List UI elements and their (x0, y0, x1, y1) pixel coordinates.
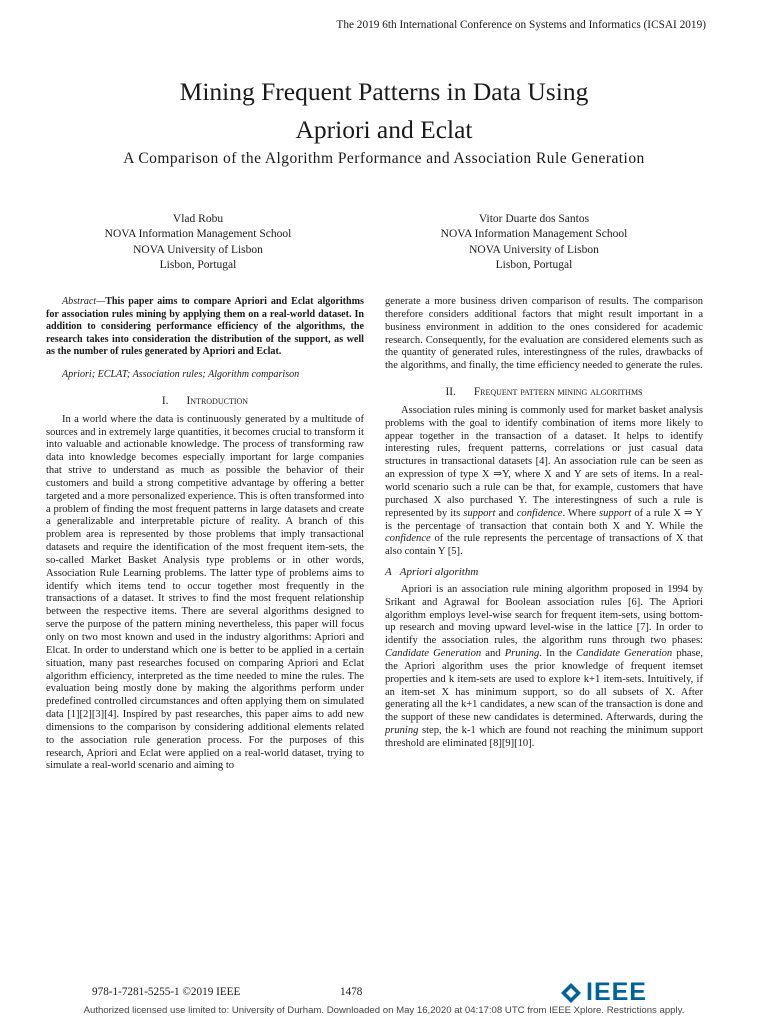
ieee-logo-text: IEEE (586, 978, 647, 1006)
section-title: Frequent pattern mining algorithms (473, 386, 643, 399)
term-candidate-generation: Candidate Generation (576, 648, 673, 660)
text-run: Association rules mining is commonly used for market basket analysis problems with the goal to identify combination of items more likely to appear together in the transaction of a dataset. It helps to identify interesting rules, frequent patterns, correlations or just casual data structures in transactional datasets [4]. An association rule can be seen as an expression of type X ⇒Y, where X and Y are sets of items. In a real-world scenario such a rule can be that, for example, customers that have purchased X also purchased Y. The interestingness of such a rule is represented by its (385, 404, 703, 519)
author-name: Vlad Robu (172, 213, 224, 225)
left-column (46, 296, 364, 773)
section-number: I. (161, 394, 169, 407)
term-candidate-generation: Candidate Generation (385, 648, 482, 660)
abstract-text: This paper aims to compare Apriori and Eclat algorithms for association rules mining by applying them on a real-world dataset. In addition to considering performance efficiency of the algorithms, the research takes into consideration the distribution of the support, as well as the number of rules generated by Apriori and Eclat. (46, 296, 364, 358)
text-run: and (498, 507, 514, 519)
author-school: NOVA Information Management School (104, 228, 292, 241)
isbn-copyright: 978-1-7281-5255-1 ©2019 IEEE (92, 986, 241, 998)
author-location: Lisbon, Portugal (159, 259, 237, 272)
section-title: Introduction (186, 394, 249, 407)
introduction-paragraph: In a world where the data is continuously generated by a multitude of sources and in extremely large quantities, it becomes crucial to transform it into valuable and actionable knowledge. The process of transforming raw data into knowledge becomes especially important for large companies that strive to understand as much as possible the behavior of their customers and build a strong competitive advantage by offering a better targeted and a more personalized experience. This is often transformed into a problem of finding the most frequent patterns in large datasets and create a generalizable and interpretable picture of reality. A branch of this problem area is represented by those problems that imply transactional datasets and require the identification of the most frequent item-sets, the so-called Market Basket Analysis type problems or in other words, Association Rule Learning problems. The latter type of problems aims to identify which items tend to occur together most frequently in the transactions of a dataset. It strives to find the most frequent relationship between the respective items. There are several algorithms designed to serve the purpose of the pattern mining nevertheless, this paper will focus only on two most known and used in the industry algorithms: Apriori and Elcat. In order to understand which one is better to be applied in a certain situation, many past researches focused on comparing Apriori and Eclat algorithm efficiency, interpreted as the time needed to mine the rules. The evaluation being mostly done by making the algorithms perform under predefined controlled circumstances and often applying them on simulated data [1][2][3][4]. Inspired by past researches, this paper aims to add new dimensions to the comparison by considering additional elements related to the association rule generation process. For the purposes of this research, Apriori and Eclat were applied on a real-world dataset, trying to simulate a real-world scenario and aiming to (46, 413, 364, 772)
abstract-lead: Abstract— (62, 296, 106, 307)
author-location: Lisbon, Portugal (495, 259, 573, 272)
text-run: of a rule X ⇒ Y is the percentage of transaction that contain both X and Y. While the (385, 507, 703, 532)
term-confidence: confidence (385, 533, 431, 545)
introduction-continued: generate a more business driven comparison of results. The comparison therefore considers additional factors that might result important in a business environment in addition to the ones considered for academic research. Consequently, for the evaluation are considered elements such as the quantity of generated rules, interestingness of the rules, drawbacks of the algorithms, and finally, the time efficiency needed to generate the rules. (385, 296, 703, 372)
author-university: NOVA University of Lisbon (133, 243, 263, 256)
text-run: and (485, 648, 501, 660)
author-block-2 (404, 212, 664, 274)
paper-title (0, 73, 768, 149)
author-university: NOVA University of Lisbon (469, 243, 599, 256)
ieee-diamond-icon (560, 982, 582, 1004)
text-run: . In the (539, 648, 572, 660)
author-school: NOVA Information Management School (440, 228, 628, 241)
text-run: . Where (562, 507, 597, 519)
subsection-heading-apriori (385, 566, 703, 579)
title-line-2: Apriori and Eclat (295, 115, 473, 144)
author-name: Vitor Duarte dos Santos (478, 213, 590, 225)
apriori-paragraph (385, 584, 703, 751)
paper-subtitle: A Comparison of the Algorithm Performance and Association Rule Generation (123, 150, 645, 167)
term-confidence: confidence (516, 507, 563, 519)
section-number: II. (445, 386, 456, 399)
term-pruning: pruning (385, 725, 419, 737)
ieee-logo (560, 978, 647, 1007)
subsection-letter: A (385, 566, 392, 579)
text-run: of the rule represents the percentage of transactions of X that also contain Y [5]. (385, 533, 703, 558)
association-rules-paragraph (385, 405, 703, 559)
page-number: 1478 (340, 986, 363, 998)
conference-header: The 2019 6th International Conference on Systems and Informatics (ICSAI 2019) (336, 19, 706, 31)
license-notice: Authorized licensed use limited to: University of Durham. Downloaded on May 16,2020 at 04:17:08 UTC from IEEE Xplore. Restrictions apply. (83, 1005, 685, 1016)
right-column (385, 296, 703, 751)
abstract (46, 296, 364, 359)
term-pruning: Pruning (504, 648, 540, 660)
author-block-1 (68, 212, 328, 274)
term-support: support (463, 507, 496, 519)
text-run: phase, the Apriori algorithm uses the prior knowledge of frequent itemset properties and k item-sets are used to explore k+1 item-sets. Intuitively, if an item-set X has minimum support, so do all subsets of X. After generating all the k+1 candidates, a new scan of the transaction is done and the support of these new candidates is determined. Afterwards, during the (385, 648, 703, 724)
text-run: Apriori is an association rule mining algorithm proposed in 1994 by Srikant and Agrawal for Boolean association rules [6]. The Apriori algorithm employs level-wise search for frequent item-sets, using bottom-up research and moving upward level-wise in the lattice [7]. In order to identify the association rules, the algorithm runs through two phases: (385, 583, 703, 647)
subsection-title: Apriori algorithm (399, 566, 479, 579)
section-heading-introduction (46, 395, 364, 408)
section-heading-frequent-pattern (385, 386, 703, 399)
text-run: step, the k-1 which are found not reaching the minimum support threshold are eliminated [8][9][10]. (385, 725, 703, 749)
title-line-1: Mining Frequent Patterns in Data Using (179, 77, 589, 106)
keywords: Apriori; ECLAT; Association rules; Algorithm comparison (62, 368, 300, 380)
term-support: support (599, 507, 632, 519)
